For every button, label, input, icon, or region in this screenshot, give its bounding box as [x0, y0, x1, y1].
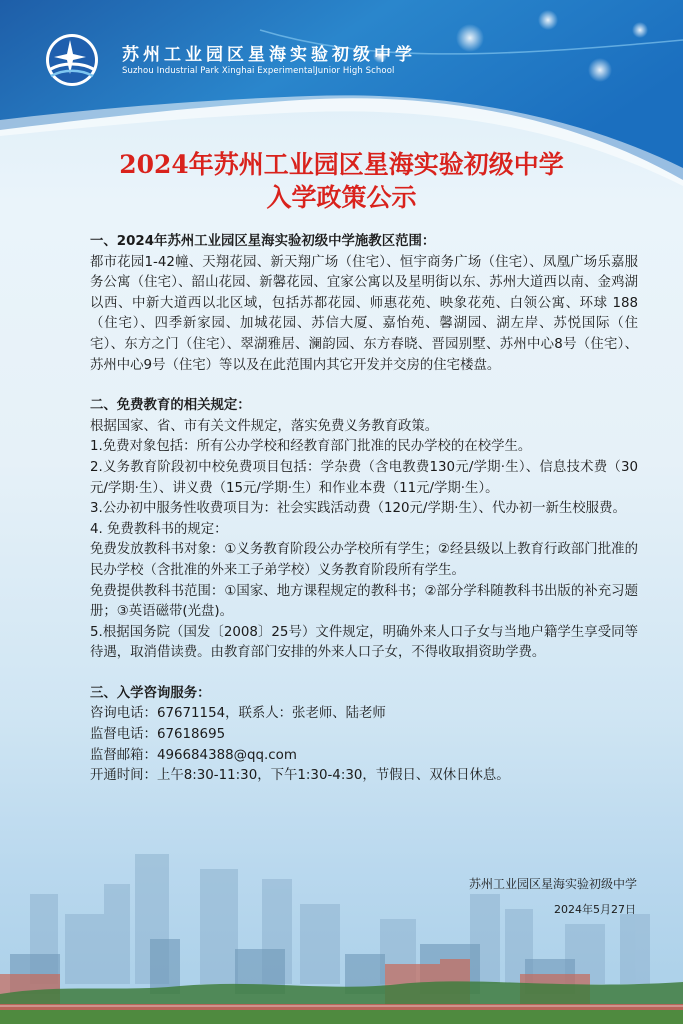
issuing-organization: 苏州工业园区星海实验初级中学	[468, 877, 637, 891]
contact-phone: 咨询电话：67671154，联系人：张老师、陆老师	[90, 706, 386, 722]
section2-p0: 根据国家、省、市有关文件规定，落实免费义务教育政策。	[90, 418, 439, 434]
section2-p4: 4. 免费教科书的规定：	[90, 521, 228, 537]
page-title-line1: 2024年苏州工业园区星海实验初级中学	[119, 150, 564, 179]
section2-heading: 二、免费教育的相关规定：	[90, 398, 251, 414]
school-name-en: Suzhou Industrial Park Xinghai ExperimentalJunior High School	[122, 66, 395, 76]
notice-content	[90, 232, 638, 787]
issue-date: 2024年5月27日	[554, 903, 636, 916]
section1-body: 都市花园1-42幢、天翔花园、新天翔广场（住宅）、恒宇商务广场（住宅）、凤凰广场乐嘉服务公寓（住宅）、韶山花园、新馨花园、宜家公寓以及星明街以东、苏州大道西以南、金鸡湖以西、中新大道西以北区域，包括苏都花园、师惠花苑、映象花苑、白领公寓、环球 188（住宅）、四季新家园、加城花园、苏信大厦、嘉怡苑、馨湖园、湖左岸、苏悦国际（住宅）、东方之门（住宅）、翠湖雅居、澜韵园、东方春晓、晋园别墅、苏州中心8号（住宅）、苏州中心9号（住宅）等以及在此范围内其它开发并交房的住宅楼盘。	[90, 254, 638, 373]
section2-p1: 1.免费对象包括：所有公办学校和经教育部门批准的民办学校的在校学生。	[90, 439, 532, 455]
school-logo-icon	[40, 32, 104, 88]
supervision-email: 监督邮箱：496684388@qq.com	[90, 747, 297, 763]
section2-p6: 免费提供教科书范围：①国家、地方课程规定的教科书；②部分学科随教科书出版的补充习题册；③英语磁带(光盘)。	[90, 583, 638, 620]
section2-p5: 免费发放教科书对象：①义务教育阶段公办学校所有学生；②经县级以上教育行政部门批准的民办学校（含批准的外来工子弟学校）义务教育阶段所有学生。	[90, 542, 638, 578]
section1-heading: 一、2024年苏州工业园区星海实验初级中学施教区范围：	[90, 234, 436, 249]
supervision-phone: 监督电话：67618695	[90, 727, 226, 743]
page-title-line2: 入学政策公示	[266, 183, 417, 212]
section2-p2: 2.义务教育阶段初中校免费项目包括：学杂费（含电教费130元/学期·生）、信息技术费（30元/学期·生）、讲义费（15元/学期·生）和作业本费（11元/学期·生）。	[90, 459, 638, 496]
service-hours: 开通时间：上午8:30-11:30，下午1:30-4:30，节假日、双休日休息。	[90, 768, 510, 784]
city-skyline-illustration	[0, 824, 683, 1024]
section2-p3: 3.公办初中服务性收费项目为：社会实践活动费（120元/学期·生）、代办初一新生校服费。	[90, 501, 626, 517]
school-name-cn: 苏州工业园区星海实验初级中学	[122, 45, 416, 65]
section2-p7: 5.根据国务院（国发〔2008〕25号）文件规定，明确外来人口子女与当地户籍学生享受同等待遇，取消借读费。由教育部门安排的外来人口子女，不得收取捐资助学费。	[90, 624, 638, 661]
section3-heading: 三、入学咨询服务：	[90, 685, 211, 701]
